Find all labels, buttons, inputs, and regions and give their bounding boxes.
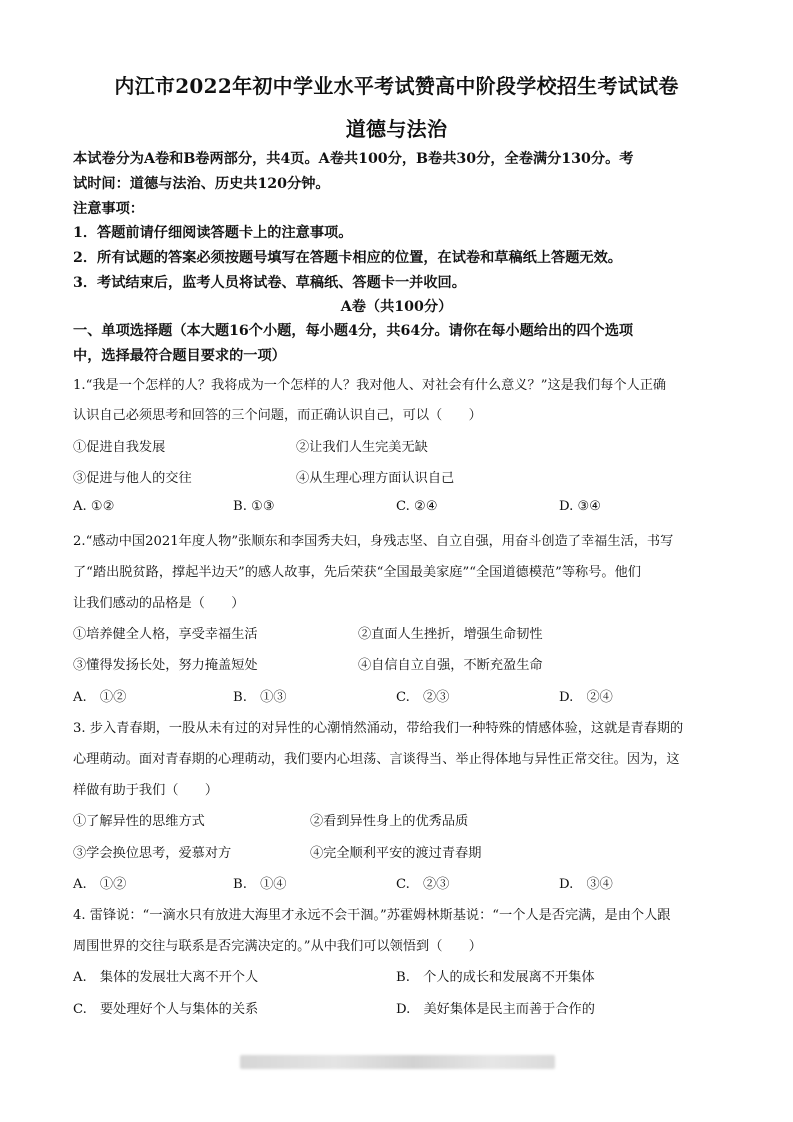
q2-option-d: D. ②④ — [559, 690, 613, 705]
q3-statement-1: ①了解异性的思维方式 — [73, 814, 205, 829]
q2-option-b: B. ①③ — [233, 690, 287, 705]
notice-item-1: 1．答题前请仔细阅读答题卡上的注意事项。 — [73, 225, 353, 241]
subject-title: 道德与法治 — [345, 117, 448, 141]
q3-statement-2: ②看到异性身上的优秀品质 — [310, 814, 469, 829]
notice-item-3: 3．考试结束后，监考人员将试卷、草稿纸、答题卡一并收回。 — [73, 275, 466, 291]
q1-statement-3: ③促进与他人的交往 — [73, 471, 192, 486]
notice-item-2: 2．所有试题的答案必须按题号填写在答题卡相应的位置，在试卷和草稿纸上答题无效。 — [73, 250, 622, 266]
q3-stem-line-1: 3. 步入青春期，一股从未有过的对异性的心潮悄然涌动，带给我们一种特殊的情感体验，这就是青春期的 — [73, 721, 684, 736]
blurred-footer-watermark — [240, 1055, 555, 1069]
q1-statement-4: ④从生理心理方面认识自己 — [296, 471, 455, 486]
q2-stem-line-1: 2.“感动中国2021年度人物”张顺东和李国秀夫妇，身残志坚、自立自强，用奋斗创造了幸福生活，书写 — [73, 534, 674, 549]
q2-stem-line-3: 让我们感动的品格是（ ） — [73, 596, 245, 611]
intro-line-2: 试时间：道德与法治、历史共120分钟。 — [73, 176, 330, 192]
q2-statement-2: ②直面人生挫折，增强生命韧性 — [358, 627, 543, 642]
q3-statement-4: ④完全顺利平安的渡过青春期 — [310, 846, 482, 861]
q4-stem-line-1: 4. 雷锋说：“一滴水只有放进大海里才永远不会干涸。”苏霍姆林斯基说：“一个人是否完满，是由个人跟 — [73, 908, 671, 923]
q4-stem-line-2: 周围世界的交往与联系是否完满决定的。”从中我们可以领悟到（ ） — [73, 939, 482, 954]
q4-option-c: C. 要处理好个人与集体的关系 — [73, 1002, 259, 1017]
q4-option-b: B. 个人的成长和发展离不开集体 — [396, 970, 595, 985]
notice-title: 注意事项： — [73, 201, 144, 217]
q4-option-d: D. 美好集体是民主而善于合作的 — [396, 1002, 595, 1017]
q2-option-c: C. ②③ — [396, 690, 450, 705]
q3-stem-line-2: 心理萌动。面对青春期的心理萌动，我们要内心坦荡、言谈得当、举止得体地与异性正常交往。因为，这 — [73, 752, 680, 767]
q3-option-b: B. ①④ — [233, 877, 287, 892]
q1-option-d: D. ③④ — [559, 499, 602, 514]
q2-statement-1: ①培养健全人格，享受幸福生活 — [73, 627, 258, 642]
part-1-instruction-line-2: 中，选择最符合题目要求的一项） — [73, 348, 286, 364]
q1-option-a: A. ①② — [73, 499, 115, 514]
q2-option-a: A. ①② — [73, 690, 127, 705]
q2-statement-4: ④自信自立自强，不断充盈生命 — [358, 658, 543, 673]
q2-stem-line-2: 了“踏出脱贫路，撑起半边天”的感人故事，先后荣获“全国最美家庭”“全国道德模范”等称号。他们 — [73, 565, 641, 580]
q3-option-c: C. ②③ — [396, 877, 450, 892]
q2-statement-3: ③懂得发扬长处，努力掩盖短处 — [73, 658, 258, 673]
q3-stem-line-3: 样做有助于我们（ ） — [73, 783, 219, 798]
q3-option-d: D. ③④ — [559, 877, 613, 892]
q1-stem-line-1: 1.“我是一个怎样的人？我将成为一个怎样的人？我对他人、对社会有什么意义？”这是我们每个人正确 — [73, 378, 667, 393]
q1-option-b: B. ①③ — [233, 499, 275, 514]
q1-option-c: C. ②④ — [396, 499, 438, 514]
q3-statement-3: ③学会换位思考，爱慕对方 — [73, 846, 232, 861]
q1-stem-line-2: 认识自己必须思考和回答的三个问题，而正确认识自己，可以（ ） — [73, 408, 482, 423]
q3-option-a: A. ①② — [73, 877, 127, 892]
q1-statement-1: ①促进自我发展 — [73, 440, 166, 455]
intro-line-1: 本试卷分为A卷和B卷两部分，共4页。A卷共100分，B卷共30分，全卷满分130分。考 — [73, 151, 634, 167]
exam-title: 内江市2022年初中学业水平考试赞高中阶段学校招生考试试卷 — [114, 74, 679, 98]
part-1-instruction-line-1: 一、单项选择题（本大题16个小题，每小题4分，共64分。请你在每小题给出的四个选项 — [73, 323, 634, 339]
q4-option-a: A. 集体的发展壮大离不开个人 — [73, 970, 259, 985]
q1-statement-2: ②让我们人生完美无缺 — [296, 440, 428, 455]
section-a-title: A卷（共100分） — [340, 299, 453, 315]
